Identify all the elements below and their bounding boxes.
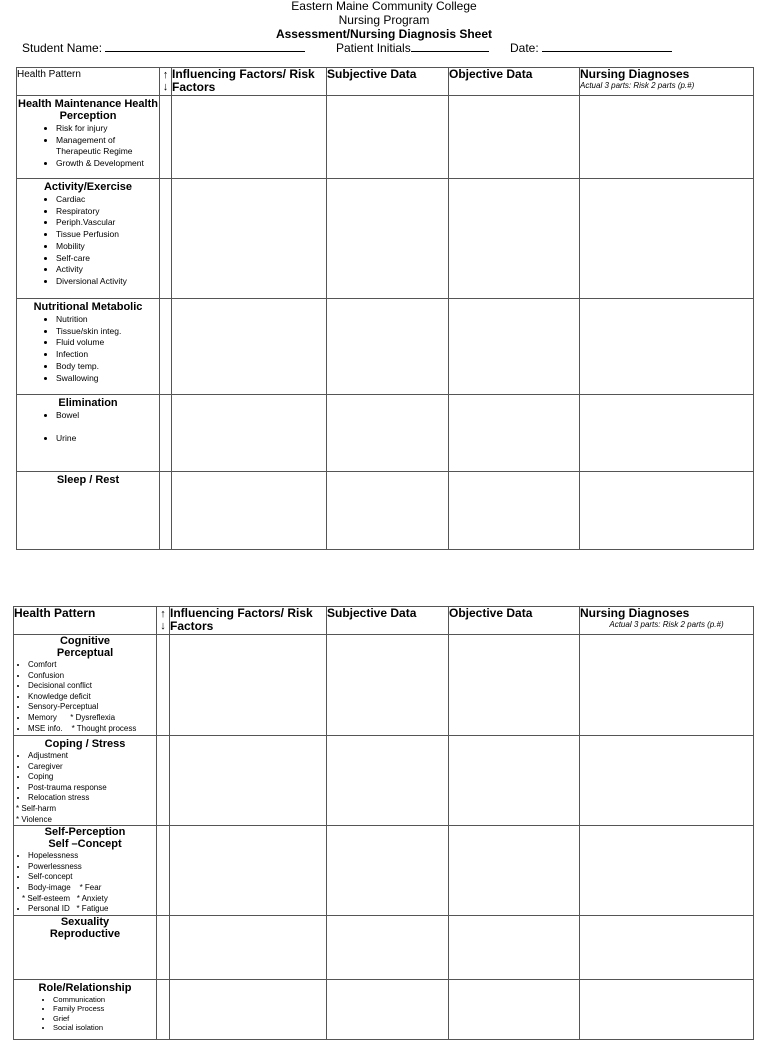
- star-item-text: Self-harm: [21, 803, 57, 813]
- objective-cell[interactable]: [449, 979, 580, 1039]
- pattern-items: [17, 123, 159, 170]
- objective-cell[interactable]: [449, 299, 580, 395]
- pattern-items: [14, 751, 156, 804]
- star-item: * Violence: [16, 814, 52, 824]
- arrow-cell[interactable]: [157, 826, 170, 916]
- student-name-field[interactable]: [22, 40, 305, 55]
- pattern-cell: [14, 635, 157, 736]
- influencing-cell[interactable]: [172, 472, 327, 550]
- pattern-title: Elimination: [58, 397, 118, 409]
- subjective-cell[interactable]: [327, 826, 449, 916]
- col-subjective-data: Subjective Data: [327, 68, 449, 96]
- diagnosis-cell[interactable]: [580, 635, 754, 736]
- arrow-cell[interactable]: [157, 635, 170, 736]
- table-row: [17, 179, 754, 299]
- table-row: [14, 979, 754, 1039]
- subjective-cell[interactable]: [327, 736, 449, 826]
- pattern-cell: [14, 979, 157, 1039]
- col-subjective-data: Subjective Data: [327, 607, 449, 635]
- list-item: • Growth & Development: [56, 158, 159, 170]
- subjective-cell[interactable]: [327, 472, 449, 550]
- diagnosis-cell[interactable]: [580, 915, 754, 979]
- list-item: • Activity: [56, 264, 159, 276]
- col-arrows: [160, 68, 172, 96]
- subjective-cell[interactable]: [327, 395, 449, 472]
- pattern-title: Sexuality Reproductive: [49, 915, 121, 940]
- list-item: • Social isolation: [53, 1023, 156, 1033]
- list-item: • Self-care: [56, 253, 159, 265]
- list-item: • Management of Therapeutic Regime: [56, 135, 159, 158]
- list-item: • Self-concept: [28, 872, 156, 883]
- program-name: Nursing Program: [338, 13, 430, 27]
- patient-initials-blank[interactable]: [411, 40, 489, 52]
- pattern-title: Activity/Exercise: [43, 181, 133, 193]
- list-item: • Memory * Dysreflexia: [28, 713, 156, 724]
- arrow-cell[interactable]: [160, 96, 172, 179]
- diagnosis-cell[interactable]: [580, 395, 754, 472]
- col-objective-data: Objective Data: [449, 607, 580, 635]
- arrow-cell[interactable]: [157, 979, 170, 1039]
- list-item: • Body temp.: [56, 361, 159, 373]
- objective-cell[interactable]: [449, 915, 580, 979]
- star-item: * Self-harm: [16, 803, 57, 813]
- list-spacer: [56, 422, 159, 433]
- star-item-text: Self-esteem * Anxiety: [27, 893, 108, 903]
- pattern-title: Sleep / Rest: [56, 474, 120, 486]
- list-item: • Swallowing: [56, 373, 159, 385]
- list-item: • Respiratory: [56, 206, 159, 218]
- list-item: • Family Process: [53, 1004, 156, 1014]
- diagnosis-cell[interactable]: [580, 299, 754, 395]
- arrow-cell[interactable]: [160, 472, 172, 550]
- pattern-title: Self-Perception Self –Concept: [44, 826, 126, 851]
- list-item: • Post-trauma response: [28, 783, 156, 794]
- arrow-cell[interactable]: [160, 299, 172, 395]
- diagnosis-cell[interactable]: [580, 472, 754, 550]
- list-item: • Tissue Perfusion: [56, 229, 159, 241]
- list-item: • Infection: [56, 349, 159, 361]
- subjective-cell[interactable]: [327, 979, 449, 1039]
- table-row: [17, 299, 754, 395]
- list-item: • Confusion: [28, 671, 156, 682]
- col-influencing-factors: Influencing Factors/ Risk Factors: [172, 68, 327, 96]
- list-item: • Body-image * Fear: [28, 883, 156, 894]
- table-row: [14, 915, 754, 979]
- table-row: [17, 96, 754, 179]
- list-item: • Urine: [56, 433, 159, 445]
- list-item: • Decisional conflict: [28, 681, 156, 692]
- table-row: [14, 826, 754, 916]
- date-label: Date:: [510, 41, 539, 55]
- diagnosis-cell[interactable]: [580, 826, 754, 916]
- objective-cell[interactable]: [449, 635, 580, 736]
- list-item: • Risk for injury: [56, 123, 159, 135]
- col-nursing-diagnoses: [580, 68, 754, 96]
- date-field[interactable]: [510, 40, 672, 55]
- table-header-row: [17, 68, 754, 96]
- date-blank[interactable]: [542, 40, 672, 52]
- influencing-cell[interactable]: [170, 635, 327, 736]
- influencing-cell[interactable]: [172, 179, 327, 299]
- nursing-dx-label: Nursing Diagnoses: [580, 606, 690, 620]
- table-row: [17, 395, 754, 472]
- list-item: • Periph.Vascular: [56, 217, 159, 229]
- list-item: • Cardiac: [56, 194, 159, 206]
- pattern-cell: [14, 915, 157, 979]
- subjective-cell[interactable]: [327, 635, 449, 736]
- student-name-blank[interactable]: [105, 40, 305, 52]
- pattern-cell: [14, 826, 157, 916]
- list-item: • Coping: [28, 772, 156, 783]
- subjective-cell[interactable]: [327, 96, 449, 179]
- influencing-cell[interactable]: [170, 915, 327, 979]
- pattern-cell: [17, 96, 160, 179]
- list-item: • Fluid volume: [56, 337, 159, 349]
- up-down-arrows-icon: ↑ ↓: [162, 69, 169, 93]
- pattern-cell: [17, 179, 160, 299]
- up-down-arrows-icon: ↑ ↓: [160, 608, 166, 632]
- list-item: • Hopelessness: [28, 851, 156, 862]
- pattern-cell: [14, 736, 157, 826]
- pattern-items: [14, 995, 156, 1033]
- objective-cell[interactable]: [449, 395, 580, 472]
- sheet-title-text: Assessment/Nursing Diagnosis Sheet: [275, 27, 493, 41]
- nursing-dx-note: Actual 3 parts: Risk 2 parts (p.#): [580, 81, 695, 90]
- list-item: • Comfort: [28, 660, 156, 671]
- diagnosis-cell[interactable]: [580, 736, 754, 826]
- list-item: • Knowledge deficit: [28, 692, 156, 703]
- arrow-cell[interactable]: [157, 736, 170, 826]
- arrow-cell[interactable]: [160, 179, 172, 299]
- list-item: • Adjustment: [28, 751, 156, 762]
- table-row: [17, 472, 754, 550]
- objective-cell[interactable]: [449, 179, 580, 299]
- col-health-pattern: Health Pattern: [17, 68, 160, 96]
- objective-cell[interactable]: [449, 96, 580, 179]
- influencing-cell[interactable]: [170, 736, 327, 826]
- assessment-table-1: [16, 67, 754, 550]
- list-item: • Caregiver: [28, 762, 156, 773]
- student-name-label: Student Name:: [22, 41, 103, 55]
- list-item: • Nutrition: [56, 314, 159, 326]
- patient-initials-label: Patient Initials: [336, 41, 411, 55]
- list-item: • Communication: [53, 995, 156, 1005]
- list-item: • Sensory-Perceptual: [28, 702, 156, 713]
- pattern-items: [14, 660, 156, 734]
- subjective-cell[interactable]: [327, 299, 449, 395]
- influencing-cell[interactable]: [172, 395, 327, 472]
- pattern-items: [17, 194, 159, 288]
- pattern-items: [17, 410, 159, 444]
- pattern-cell: [17, 472, 160, 550]
- influencing-cell[interactable]: [172, 299, 327, 395]
- star-item-text: Violence: [21, 814, 52, 824]
- pattern-items: [17, 314, 159, 384]
- table-row: [14, 736, 754, 826]
- subjective-cell[interactable]: [327, 179, 449, 299]
- table-header-row: [14, 607, 754, 635]
- col-influencing-factors: Influencing Factors/ Risk Factors: [170, 607, 327, 635]
- col-arrows: [157, 607, 170, 635]
- list-item: • Tissue/skin integ.: [56, 326, 159, 338]
- objective-cell[interactable]: [449, 826, 580, 916]
- star-item: * Self-esteem * Anxiety: [22, 893, 108, 903]
- influencing-cell[interactable]: [172, 96, 327, 179]
- influencing-cell[interactable]: [170, 979, 327, 1039]
- table-row: [14, 635, 754, 736]
- arrow-cell[interactable]: [160, 395, 172, 472]
- pattern-title: Cognitive Perceptual: [56, 635, 114, 659]
- pattern-items: [14, 851, 156, 893]
- diagnosis-cell[interactable]: [580, 979, 754, 1039]
- pattern-cell: [17, 395, 160, 472]
- patient-initials-field[interactable]: [336, 40, 489, 55]
- list-item: • MSE info. * Thought process: [28, 724, 156, 735]
- list-item: • Grief: [53, 1014, 156, 1024]
- col-health-pattern: Health Pattern: [14, 607, 157, 635]
- pattern-title: Coping / Stress: [44, 738, 126, 750]
- assessment-table-2: [13, 606, 754, 1040]
- pattern-cell: [17, 299, 160, 395]
- list-item: • Bowel: [56, 410, 159, 422]
- objective-cell[interactable]: [449, 736, 580, 826]
- pattern-items-after: [14, 904, 156, 915]
- nursing-dx-label: Nursing Diagnoses: [580, 67, 690, 81]
- objective-cell[interactable]: [449, 472, 580, 550]
- list-item: • Personal ID * Fatigue: [28, 904, 156, 915]
- col-objective-data: Objective Data: [449, 68, 580, 96]
- nursing-dx-note: Actual 3 parts: Risk 2 parts (p.#): [609, 620, 724, 629]
- arrow-cell[interactable]: [157, 915, 170, 979]
- college-name: Eastern Maine Community College: [291, 0, 477, 13]
- col-nursing-diagnoses: [580, 607, 754, 635]
- pattern-title: Role/Relationship: [38, 981, 132, 994]
- diagnosis-cell[interactable]: [580, 96, 754, 179]
- list-item: • Mobility: [56, 241, 159, 253]
- subjective-cell[interactable]: [327, 915, 449, 979]
- diagnosis-cell[interactable]: [580, 179, 754, 299]
- influencing-cell[interactable]: [170, 826, 327, 916]
- pattern-title: Health Maintenance Health Perception: [18, 98, 158, 122]
- pattern-title: Nutritional Metabolic: [33, 301, 143, 313]
- list-item: • Relocation stress: [28, 793, 156, 804]
- list-item: • Diversional Activity: [56, 276, 159, 288]
- list-item: • Powerlessness: [28, 862, 156, 873]
